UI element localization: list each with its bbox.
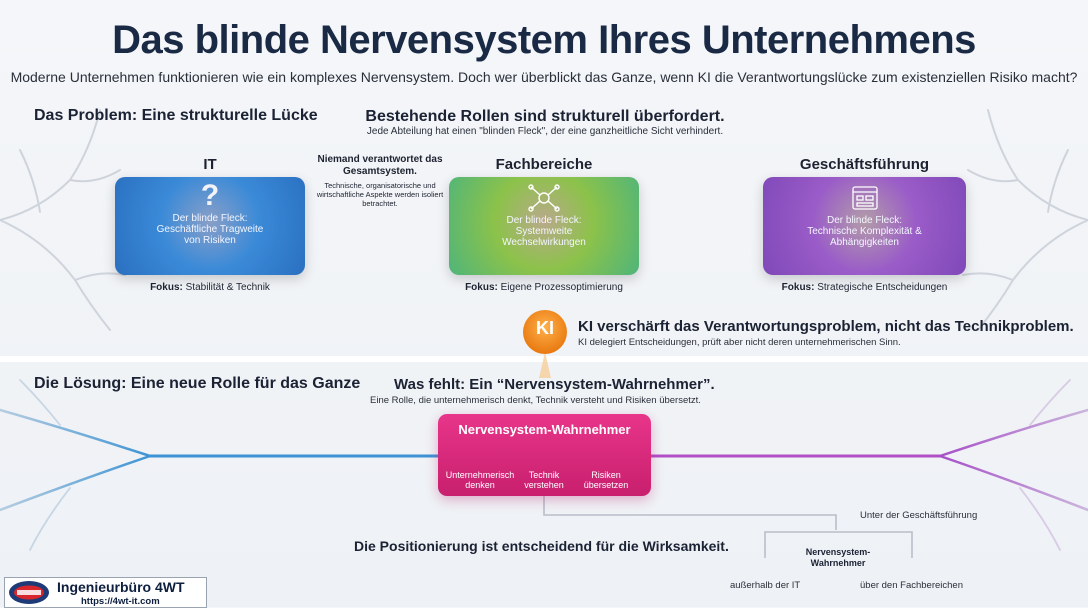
gap-note-text: Technische, organisatorische und wirtschaftliche Aspekte werden isoliert betrachtet. — [316, 181, 444, 208]
org-top-label: Unter der Geschäftsführung — [860, 510, 978, 521]
network-icon — [527, 183, 561, 213]
problem-center-sub: Jede Abteilung hat einen "blinden Fleck", der eine ganzheitliche Sicht verhindert. — [366, 126, 724, 137]
org-node: Nervensystem-Wahrnehmer — [805, 547, 871, 568]
wahrnehmer-box — [438, 414, 651, 496]
blind-label-geschaeftsfuehrung: Der blinde Fleck: — [826, 215, 903, 226]
dashboard-icon — [851, 185, 879, 211]
blind-text-geschaeftsfuehrung: Technische Komplexität & Abhängigkeiten — [807, 226, 922, 248]
wahrnehmer-box-title: Nervensystem-Wahrnehmer — [458, 422, 631, 437]
solution-center-title: Was fehlt: Ein “Nervensystem-Wahrnehmer”. — [394, 376, 715, 393]
card-fachbereiche — [449, 177, 639, 275]
page-title: Das blinde Nervensystem Ihres Unternehmens — [112, 18, 976, 62]
gap-note — [312, 154, 448, 208]
ki-badge-label: KI — [536, 318, 554, 338]
focus-geschaeftsfuehrung: Fokus: Strategische Entscheidungen — [781, 282, 948, 293]
org-right-label: über den Fachbereichen — [860, 580, 963, 591]
blind-text-it: Geschäftliche Tragweite von Risiken — [156, 224, 264, 246]
question-icon: ? — [200, 179, 220, 212]
focus-it: Fokus: Stabilität & Technik — [150, 282, 270, 293]
wahrnehmer-item-2: Technik verstehen — [524, 470, 564, 490]
page-subtitle: Moderne Unternehmen funktionieren wie ein komplexes Nervensystem. Doch wer überblickt das Ganze, wenn KI die Verantwortungslücke zum existenziellen Risiko macht? — [10, 69, 1078, 85]
ki-sub: KI delegiert Entscheidungen, prüft aber nicht deren unternehmerischen Sinn. — [578, 337, 901, 348]
gap-note-title: Niemand verantwortet das Gesamtsystem. — [317, 154, 443, 177]
blind-label-fachbereiche: Der blinde Fleck: — [506, 215, 582, 226]
column-title-geschaeftsfuehrung: Geschäftsführung — [799, 156, 930, 173]
neuron-right-top — [958, 90, 1088, 340]
company-url[interactable]: https://4wt-it.com — [81, 596, 160, 607]
neuron-left-top — [0, 90, 130, 340]
column-title-it: IT — [203, 156, 217, 173]
card-it — [115, 177, 305, 275]
company-name: Ingenieurbüro 4WT — [57, 579, 185, 595]
problem-heading: Das Problem: Eine strukturelle Lücke — [34, 107, 318, 124]
wahrnehmer-item-3: Risiken übersetzen — [583, 470, 629, 490]
org-left-label: außerhalb der IT — [730, 580, 801, 591]
positioning-text: Die Positionierung ist entscheidend für die Wirksamkeit. — [354, 538, 729, 554]
solution-center-sub: Eine Rolle, die unternehmerisch denkt, Technik versteht und Risiken übersetzt. — [370, 395, 701, 406]
wahrnehmer-item-1: Unternehmerisch denken — [445, 470, 515, 490]
problem-center-title: Bestehende Rollen sind strukturell überfordert. — [365, 108, 725, 125]
blind-text-fachbereiche: Systemweite Wechselwirkungen — [502, 226, 586, 248]
card-geschaeftsfuehrung — [763, 177, 966, 275]
company-logo-block[interactable] — [4, 577, 207, 608]
ki-title: KI verschärft das Verantwortungsproblem, nicht das Technikproblem. — [578, 318, 1074, 335]
blind-label-it: Der blinde Fleck: — [172, 213, 248, 224]
focus-fachbereiche: Fokus: Eigene Prozessoptimierung — [465, 282, 623, 293]
logo-emblem-icon — [8, 580, 50, 605]
solution-heading: Die Lösung: Eine neue Rolle für das Ganze — [34, 375, 361, 392]
column-title-fachbereiche: Fachbereiche — [495, 156, 593, 173]
